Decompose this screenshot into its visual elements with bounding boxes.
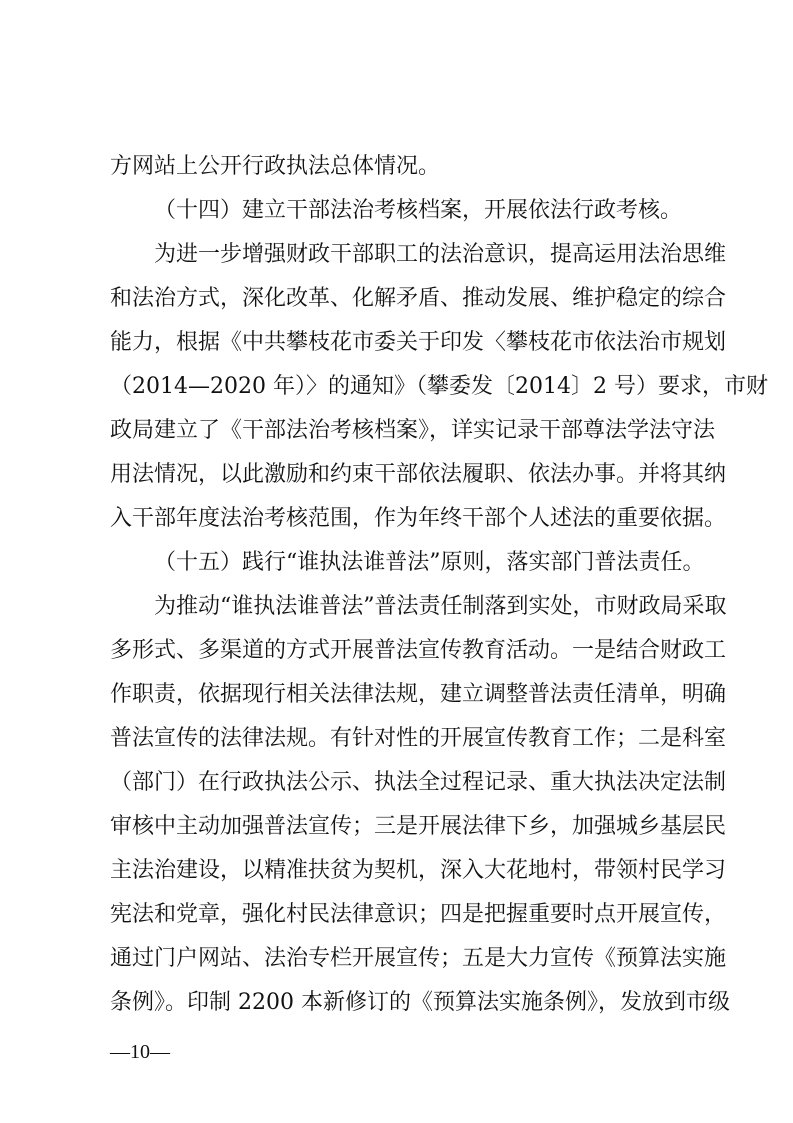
text-line: 用法情况，以此激励和约束干部依法履职、依法办事。并将其纳 bbox=[110, 462, 727, 487]
text-line: 审核中主动加强普法宣传；三是开展法律下乡，加强城乡基层民 bbox=[110, 814, 727, 839]
text-line: 宪法和党章，强化村民法律意识；四是把握重要时点开展宣传， bbox=[110, 902, 727, 927]
text-line: 入干部年度法治考核范围，作为年终干部个人述法的重要依据。 bbox=[110, 506, 727, 531]
page-number: —10— bbox=[110, 1041, 170, 1063]
text-line: （2014—2020 年）〉的通知》（攀委发〔2014〕2 号）要求，市财 bbox=[110, 374, 768, 399]
text-line: 和法治方式，深化改革、化解矛盾、推动发展、维护稳定的综合 bbox=[110, 286, 727, 311]
text-line: 普法宣传的法律法规。有针对性的开展宣传教育工作；二是科室 bbox=[110, 726, 727, 751]
section-heading: （十四）建立干部法治考核档案，开展依法行政考核。 bbox=[154, 198, 683, 223]
text-line: 为进一步增强财政干部职工的法治意识，提高运用法治思维 bbox=[154, 242, 727, 267]
section-heading: （十五）践行“谁执法谁普法”原则，落实部门普法责任。 bbox=[154, 550, 705, 575]
text-line: 多形式、多渠道的方式开展普法宣传教育活动。一是结合财政工 bbox=[110, 638, 727, 663]
text-line: 政局建立了《干部法治考核档案》，详实记录干部尊法学法守法 bbox=[110, 418, 716, 443]
text-line: 通过门户网站、法治专栏开展宣传；五是大力宣传《预算法实施 bbox=[110, 946, 727, 971]
text-line: 为推动“谁执法谁普法”普法责任制落到实处，市财政局采取 bbox=[154, 594, 727, 619]
text-line: 方网站上公开行政执法总体情况。 bbox=[110, 154, 441, 179]
text-line: 能力，根据《中共攀枝花市委关于印发〈攀枝花市依法治市规划 bbox=[110, 330, 727, 355]
text-line: （部门）在行政执法公示、执法全过程记录、重大执法决定法制 bbox=[110, 770, 727, 795]
text-line: 条例》。印制 2200 本新修订的《预算法实施条例》，发放到市级 bbox=[110, 990, 730, 1015]
text-line: 主法治建设，以精准扶贫为契机，深入大花地村，带领村民学习 bbox=[110, 858, 727, 883]
text-line: 作职责，依据现行相关法律法规，建立调整普法责任清单，明确 bbox=[110, 682, 727, 707]
